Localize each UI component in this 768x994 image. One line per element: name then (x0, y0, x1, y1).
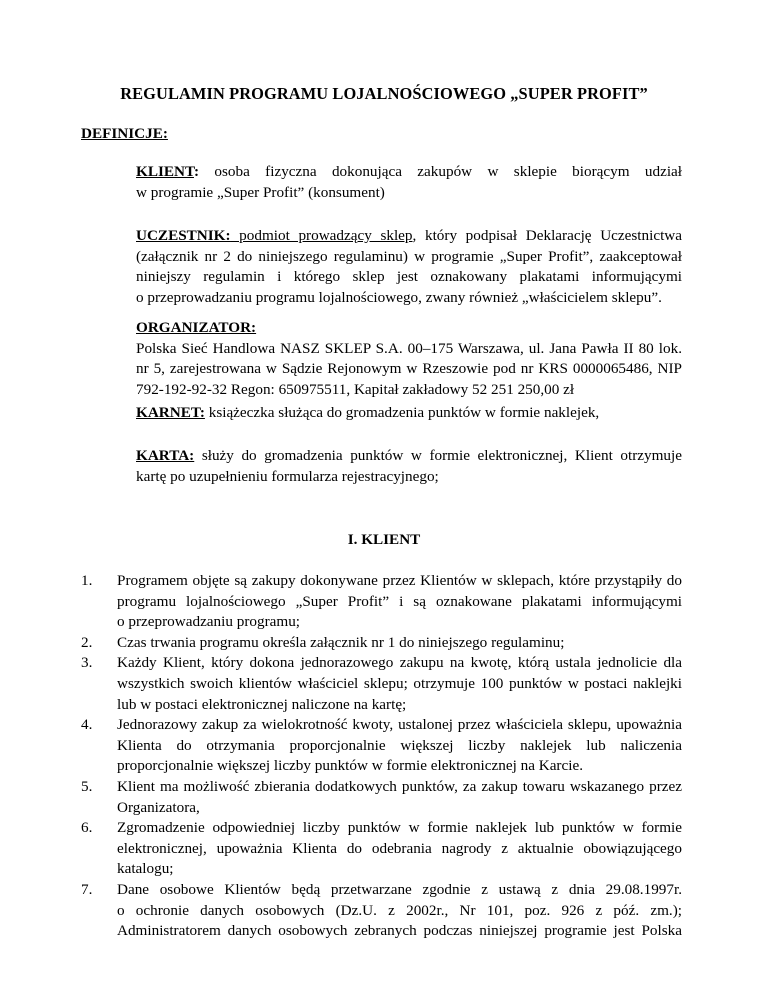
definition-text: służy do gromadzenia punktów w formie elektronicznej, Klient otrzymuje (194, 447, 682, 464)
rule-text: Zgromadzenie odpowiedniej liczby punktów w formie naklejek lub punktów w formie (117, 819, 682, 837)
rule-text: elektronicznej, upoważnia Klienta do odebrania nagrody z aktualnie obowiązującego (117, 839, 682, 857)
definition-term: UCZESTNIK: (136, 227, 231, 244)
rule-text: Czas trwania programu określa załącznik nr 1 do niniejszego regulaminu; (117, 633, 565, 651)
rule-item (81, 715, 682, 777)
rule-number: 1. (81, 572, 93, 589)
rule-number: 6. (81, 819, 93, 837)
rule-item (81, 880, 682, 942)
rule-number: 5. (81, 777, 93, 795)
rule-item (81, 818, 682, 880)
rule-text: o przeprowadzaniu programu; (117, 613, 301, 631)
definition-text: , który podpisał Deklarację Uczestnictwa (412, 227, 682, 244)
rule-text: Każdy Klient, który dokona jednorazowego zakupu na kwotę, którą ustala jednolicie dla (117, 654, 682, 672)
rule-text: Organizatora, (117, 798, 200, 816)
rule-item (81, 653, 682, 715)
rule-text: wszystkich swoich klientów właściciel sklepu; otrzymuje 100 punktów w postaci naklejki (117, 674, 682, 692)
definition-text: osoba fizyczna dokonująca zakupów w sklepie biorącym udział (199, 163, 682, 180)
rule-text: Klient ma możliwość zbierania dodatkowych punktów, za zakup towaru wskazanego przez (117, 777, 682, 795)
rule-number: 2. (81, 633, 93, 651)
definition-text: nr 5, zarejestrowana w Sądzie Rejonowym w Rzeszowie pod nr KRS 0000065486, NIP (136, 360, 682, 378)
rule-text: Dane osobowe Klientów będą przetwarzane zgodnie z ustawą z dnia 29.08.1997r. (117, 880, 682, 898)
definition-organizator (136, 318, 682, 400)
definition-karta (136, 446, 682, 487)
definition-text: (załącznik nr 2 do niniejszego regulaminu) w programie „Super Profit”, zaakceptował (136, 247, 682, 265)
definition-term: KARNET: (136, 404, 205, 421)
definition-text: kartę po uzupełnieniu formularza rejestracyjnego; (136, 467, 439, 485)
definition-text: niniejszy regulamin i którego sklep jest oznakowany plakatami informującymi (136, 268, 682, 286)
definition-karnet (136, 403, 682, 424)
rule-item (81, 571, 682, 633)
rules-list (81, 571, 682, 942)
rule-text: Jednorazowy zakup za wielokrotność kwoty, ustalonej przez właściciela sklepu, upoważnia (117, 716, 682, 734)
rule-text: katalogu; (117, 860, 174, 878)
rule-item (81, 633, 682, 654)
rule-text: o ochronie danych osobowych (Dz.U. z 2002r., Nr 101, poz. 926 z póź. zm.); (117, 901, 682, 919)
rule-number: 7. (81, 880, 93, 898)
document-title: REGULAMIN PROGRAMU LOJALNOŚCIOWEGO „SUPER PROFIT” (120, 84, 648, 103)
definition-text: w programie „Super Profit” (konsument) (136, 183, 385, 201)
definition-text: książeczka służąca do gromadzenia punktów w formie naklejek, (204, 404, 600, 421)
definition-text: o przeprowadzaniu programu lojalnościowego, zwany również „właścicielem sklepu”. (136, 288, 662, 306)
definition-klient: KLIENT: osoba fizyczna dokonująca zakupów w sklepie biorącym udział w programie „Super Profit” (konsument) (136, 162, 682, 203)
definition-underlined-text: podmiot prowadzący sklep (230, 227, 413, 244)
rule-number: 4. (81, 716, 93, 734)
definition-term: ORGANIZATOR: (136, 319, 257, 336)
rule-text: lub w postaci elektronicznej naliczone na kartę; (117, 695, 407, 713)
definition-text: Polska Sieć Handlowa NASZ SKLEP S.A. 00–175 Warszawa, ul. Jana Pawła II 80 lok. (136, 339, 682, 357)
rule-text: proporcjonalnie większej liczby punktów w formie elektronicznej na Karcie. (117, 757, 583, 775)
rule-item (81, 777, 682, 818)
rule-number: 3. (81, 654, 93, 672)
definition-term: KARTA: (136, 447, 195, 464)
rule-text: programu lojalnościowego „Super Profit” i są oznakowane plakatami informującymi (117, 592, 682, 610)
rule-text: Programem objęte są zakupy dokonywane przez Klientów w sklepach, które przystąpiły do (117, 572, 682, 589)
definition-uczestnik (136, 226, 682, 308)
definition-term: KLIENT (136, 163, 194, 180)
definitions-heading: DEFINICJE: (81, 125, 168, 142)
rule-text: Klienta do otrzymania proporcjonalnie większej liczby naklejek lub naliczenia (117, 736, 682, 754)
chapter-heading: I. KLIENT (347, 531, 421, 548)
definition-text: 792-192-92-32 Regon: 650975511, Kapitał zakładowy 52 251 250,00 zł (136, 380, 575, 398)
rule-text: Administratorem danych osobowych zebranych podczas niniejszej programie jest Polska (117, 922, 682, 940)
